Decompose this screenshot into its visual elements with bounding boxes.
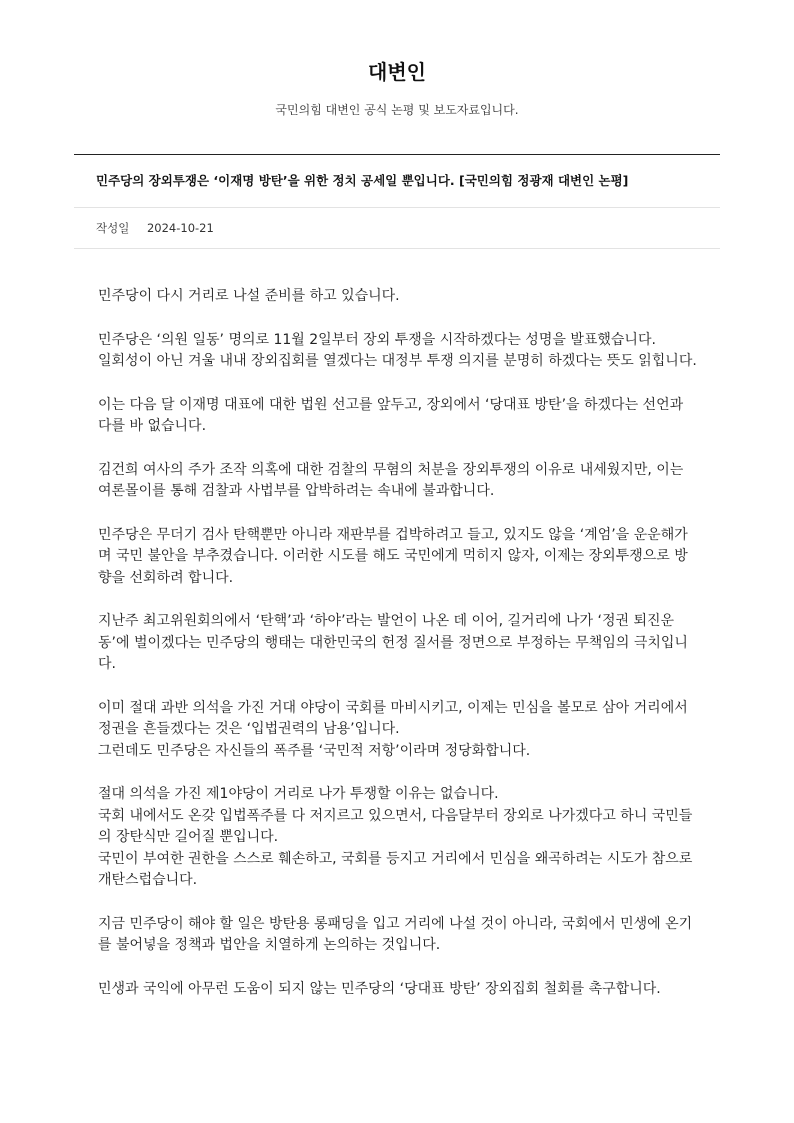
body-paragraph — [98, 914, 698, 957]
body-paragraph — [98, 286, 698, 308]
paragraph-line: 민생과 국익에 아무런 도움이 되지 않는 민주당의 ‘당대표 방탄’ 장외집회 철회를 촉구합니다. — [98, 980, 661, 997]
paragraph-line: 민주당은 ‘의원 일동’ 명의로 11월 2일부터 장외 투쟁을 시작하겠다는 성명을 발표했습니다. — [98, 331, 656, 348]
date-value: 2024-10-21 — [146, 221, 214, 235]
site-title: 대변인 — [368, 60, 426, 84]
body-paragraph — [98, 784, 698, 892]
article-meta — [74, 208, 720, 249]
paragraph-line: 절대 의석을 가진 제1야당이 거리로 나가 투쟁할 이유는 없습니다. — [98, 786, 499, 802]
body-paragraph — [98, 330, 698, 373]
paragraph-line: 지난주 최고위원회의에서 ‘탄핵’과 ‘하야’라는 발언이 나온 데 이어, 길거리에 나가 ‘정권 퇴진운동’에 벌이겠다는 민주당의 행태는 대한민국의 헌정 질서를 정면으로 부정하는 무책임의 극치입니다. — [98, 613, 688, 672]
article-body — [74, 249, 720, 1000]
paragraph-line: 국민이 부여한 권한을 스스로 훼손하고, 국회를 등지고 거리에서 민심을 왜곡하려는 시도가 참으로 개탄스럽습니다. — [98, 850, 693, 888]
paragraph-line: 민주당이 다시 거리로 나설 준비를 하고 있습니다. — [98, 288, 400, 304]
body-paragraph — [98, 698, 698, 763]
article — [74, 154, 720, 1022]
paragraph-line: 일회성이 아닌 겨울 내내 장외집회를 열겠다는 대정부 투쟁 의지를 분명히 하겠다는 뜻도 읽힙니다. — [98, 353, 697, 369]
paragraph-line: 이미 절대 과반 의석을 가진 거대 야당이 국회를 마비시키고, 이제는 민심을 볼모로 삼아 거리에서 정권을 흔들겠다는 것은 ‘입법권력의 남용’입니다. — [98, 699, 688, 737]
article-title: 민주당의 장외투쟁은 ‘이재명 방탄’을 위한 정치 공세일 뿐입니다. [국민의힘 정광재 대변인 논평] — [96, 173, 629, 188]
paragraph-line: 그런데도 민주당은 자신들의 폭주를 ‘국민적 저항’이라며 정당화합니다. — [98, 742, 531, 759]
body-paragraph — [98, 395, 698, 438]
site-subtitle: 국민의힘 대변인 공식 논평 및 보도자료입니다. — [275, 103, 519, 117]
paragraph-line: 국회 내에서도 온갖 입법폭주를 다 저지르고 있으면서, 다음달부터 장외로 나가겠다고 하니 국민들의 장탄식만 길어질 뿐입니다. — [98, 807, 693, 845]
body-paragraph — [98, 979, 698, 1001]
paragraph-line: 지금 민주당이 해야 할 일은 방탄용 롱패딩을 입고 거리에 나설 것이 아니라, 국회에서 민생에 온기를 불어넣을 정책과 법안을 치열하게 논의하는 것입니다. — [98, 915, 693, 953]
body-paragraph — [98, 460, 698, 503]
article-title-row — [74, 155, 720, 208]
body-paragraph — [98, 611, 698, 676]
body-paragraph — [98, 525, 698, 590]
paragraph-line: 이는 다음 달 이재명 대표에 대한 법원 선고를 앞두고, 장외에서 ‘당대표 방탄’을 하겠다는 선언과 다를 바 없습니다. — [98, 396, 684, 434]
paragraph-line: 민주당은 무더기 검사 탄핵뿐만 아니라 재판부를 겁박하려고 들고, 있지도 않을 ‘계엄’을 운운해가며 국민 불안을 부추겼습니다. 이러한 시도를 해도 국민에게 먹히지 않자, 이제는 장외투쟁으로 방향을 선회하려 합니다. — [98, 526, 688, 586]
site-header — [0, 0, 794, 118]
date-label: 작성일 — [96, 221, 130, 235]
paragraph-line: 김건희 여사의 주가 조작 의혹에 대한 검찰의 무혐의 처분을 장외투쟁의 이유로 내세웠지만, 이는 여론몰이를 통해 검찰과 사법부를 압박하려는 속내에 불과합니다. — [98, 461, 684, 499]
